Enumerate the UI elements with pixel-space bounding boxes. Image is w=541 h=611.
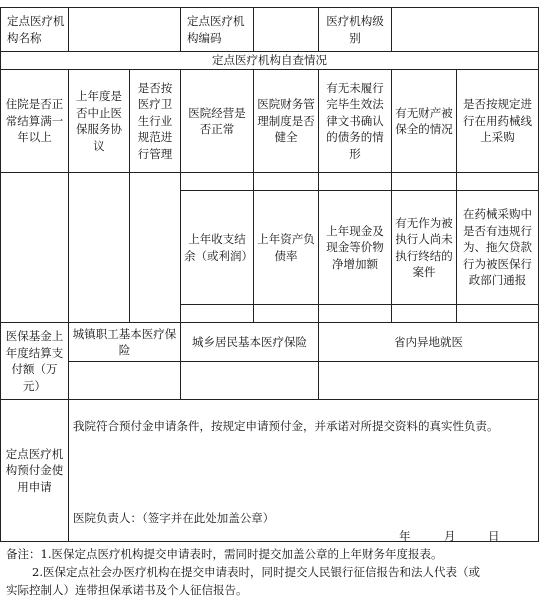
hospital-code-value[interactable] xyxy=(253,7,319,52)
check-property-security xyxy=(391,69,457,173)
check-normal-operation xyxy=(180,69,254,173)
check-financial-system xyxy=(253,69,319,173)
check-financial-system-text: 医院财务管理制度是否健全 xyxy=(257,97,315,145)
fund-urban-employee-text: 城镇职工基本医疗保险 xyxy=(72,326,177,357)
value-procurement-violations[interactable] xyxy=(456,304,539,323)
check-asset-liability xyxy=(253,190,319,305)
check-unfulfilled-debts-text: 有无未履行完毕生效法律文书确认的债务的情形 xyxy=(326,80,384,161)
hospital-name-value[interactable] xyxy=(68,7,181,52)
date-year: 年 xyxy=(399,529,411,543)
check-balance-last-year xyxy=(180,190,254,305)
value-one-year-settlement[interactable] xyxy=(0,172,69,323)
value-normal-operation[interactable] xyxy=(180,172,254,191)
note-1-text: 1.医保定点医疗机构提交申请表时，需同时提交加盖公章的上年财务年度报表。 xyxy=(40,547,443,561)
value-asset-liability[interactable] xyxy=(253,304,319,323)
note-2-line-1: 2.医保定点社会办医疗机构在提交申请表时，同时提交人民银行征信报告和法人代表（或 xyxy=(32,565,480,579)
check-property-security-text: 有无财产被保全的情况 xyxy=(395,105,453,136)
fund-urban-rural-value[interactable] xyxy=(180,361,319,400)
value-cash-increase[interactable] xyxy=(318,304,392,323)
fund-label-text: 医保基金上年度结算支付额（万元） xyxy=(5,329,64,393)
notes-section xyxy=(6,545,538,599)
value-balance-last-year[interactable] xyxy=(180,304,254,323)
application-statement: 我院符合预付金申请条件，按规定申请预付金，并承诺对所提交资料的真实性负责。 xyxy=(73,419,499,433)
application-label-text: 定点医疗机构预付金使用申请 xyxy=(5,446,64,494)
value-drug-procurement[interactable] xyxy=(456,172,539,191)
check-cash-increase xyxy=(318,190,392,305)
check-health-regulation xyxy=(129,69,181,173)
fund-urban-employee-label xyxy=(68,322,181,362)
check-asset-liability-text: 上年资产负债率 xyxy=(257,232,315,263)
value-suspended-agreement[interactable] xyxy=(68,172,130,323)
application-content[interactable] xyxy=(68,399,539,542)
check-drug-procurement xyxy=(456,69,539,173)
signer-label: 医院负责人：（签字并在此处加盖公章） xyxy=(73,511,275,525)
value-property-security[interactable] xyxy=(391,172,457,191)
self-check-title-text: 定点医疗机构自查情况 xyxy=(212,53,327,68)
hospital-level-label xyxy=(318,7,392,52)
check-drug-procurement-text: 是否按规定进行在用药械线上采购 xyxy=(463,97,532,145)
value-financial-system[interactable] xyxy=(253,172,319,191)
note-1 xyxy=(6,545,538,563)
check-unexecuted-cases xyxy=(391,190,457,305)
check-cash-increase-text: 上年现金及现金等价物净增加额 xyxy=(326,223,384,271)
value-unexecuted-cases[interactable] xyxy=(391,304,457,323)
check-unexecuted-cases-text: 有无作为被执行人尚未执行终结的案件 xyxy=(395,215,453,279)
prepayment-application-table xyxy=(1,8,539,542)
check-suspended-agreement-text: 上年度是否中止医保服务协议 xyxy=(76,89,122,153)
check-balance-last-year-text: 上年收支结余（或利润） xyxy=(184,232,253,263)
fund-urban-rural-label xyxy=(180,322,319,362)
note-2-line-2: 实际控制人）连带担保承诺书及个人征信报告。 xyxy=(6,583,248,597)
fund-label xyxy=(0,322,69,400)
check-unfulfilled-debts xyxy=(318,69,392,173)
date-month: 月 xyxy=(444,529,456,543)
check-normal-operation-text: 医院经营是否正常 xyxy=(188,105,246,136)
check-one-year-settlement xyxy=(0,69,69,173)
hospital-code-label-text: 定点医疗机构编码 xyxy=(187,14,245,45)
value-health-regulation[interactable] xyxy=(129,172,181,323)
hospital-name-label-text: 定点医疗机构名称 xyxy=(7,14,65,45)
check-health-regulation-text: 是否按医疗卫生行业规范进行管理 xyxy=(137,80,173,161)
fund-urban-employee-value[interactable] xyxy=(68,361,181,400)
value-unfulfilled-debts[interactable] xyxy=(318,172,392,191)
check-one-year-settlement-text: 住院是否正常结算满一年以上 xyxy=(5,97,64,145)
application-label xyxy=(0,399,69,542)
fund-in-province-text: 省内异地就医 xyxy=(394,334,463,349)
hospital-level-value[interactable] xyxy=(391,7,539,52)
check-suspended-agreement xyxy=(68,69,130,173)
fund-in-province-value[interactable] xyxy=(318,361,539,400)
hospital-code-label xyxy=(180,7,254,52)
notes-prefix: 备注： xyxy=(6,547,41,561)
self-check-title xyxy=(0,51,539,70)
hospital-level-label-text: 医疗机构级别 xyxy=(326,14,384,45)
check-procurement-violations-text: 在药械采购中是否有违规行为、拖欠贷款行为被医保行政部门通报 xyxy=(463,207,532,288)
date-day: 日 xyxy=(488,529,500,543)
fund-urban-rural-text: 城乡居民基本医疗保险 xyxy=(192,334,307,349)
fund-in-province-label xyxy=(318,322,539,362)
hospital-name-label xyxy=(0,7,69,52)
check-procurement-violations xyxy=(456,190,539,305)
